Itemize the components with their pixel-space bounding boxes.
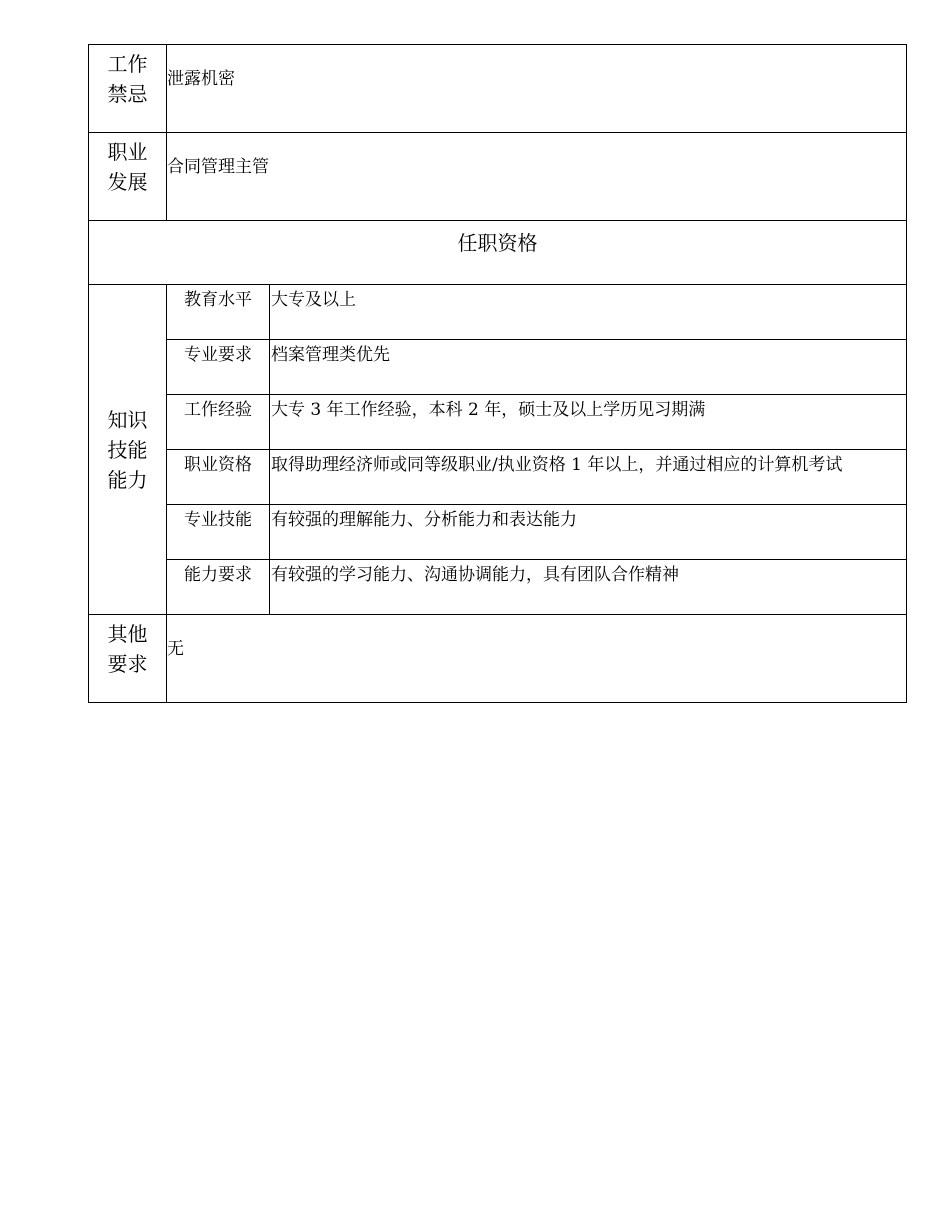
education-label: 教育水平 [167,285,270,340]
taboo-row [89,45,907,133]
qualifications-table-cell [167,285,907,615]
experience-value: 大专 3 年工作经验，本科 2 年，硕士及以上学历见习期满 [270,395,907,450]
qualification-item [167,285,906,340]
qualification-item [167,505,906,560]
qualification-item [167,340,906,395]
skills-label: 专业技能 [167,505,270,560]
ability-label: 能力要求 [167,560,270,615]
qualifications-label: 知识 技能 能力 [89,285,167,615]
certification-label: 职业资格 [167,450,270,505]
taboo-value: 泄露机密 [167,45,907,133]
certification-value: 取得助理经济师或同等级职业/执业资格 1 年以上，并通过相应的计算机考试 [270,450,907,505]
qualification-item [167,450,906,505]
other-row [89,615,907,703]
qualifications-row [89,285,907,615]
other-label: 其他 要求 [89,615,167,703]
section-header-row [89,221,907,285]
skills-value: 有较强的理解能力、分析能力和表达能力 [270,505,907,560]
career-row [89,133,907,221]
education-value: 大专及以上 [270,285,907,340]
section-header: 任职资格 [89,221,907,285]
career-value: 合同管理主管 [167,133,907,221]
other-value: 无 [167,615,907,703]
major-label: 专业要求 [167,340,270,395]
ability-value: 有较强的学习能力、沟通协调能力，具有团队合作精神 [271,565,679,585]
qualifications-table [167,285,906,614]
experience-label: 工作经验 [167,395,270,450]
taboo-label: 工作 禁忌 [89,45,167,133]
career-label: 职业 发展 [89,133,167,221]
qualification-item [167,560,906,615]
major-value: 档案管理类优先 [270,340,907,395]
job-requirements-table [88,44,907,703]
qualification-item [167,395,906,450]
